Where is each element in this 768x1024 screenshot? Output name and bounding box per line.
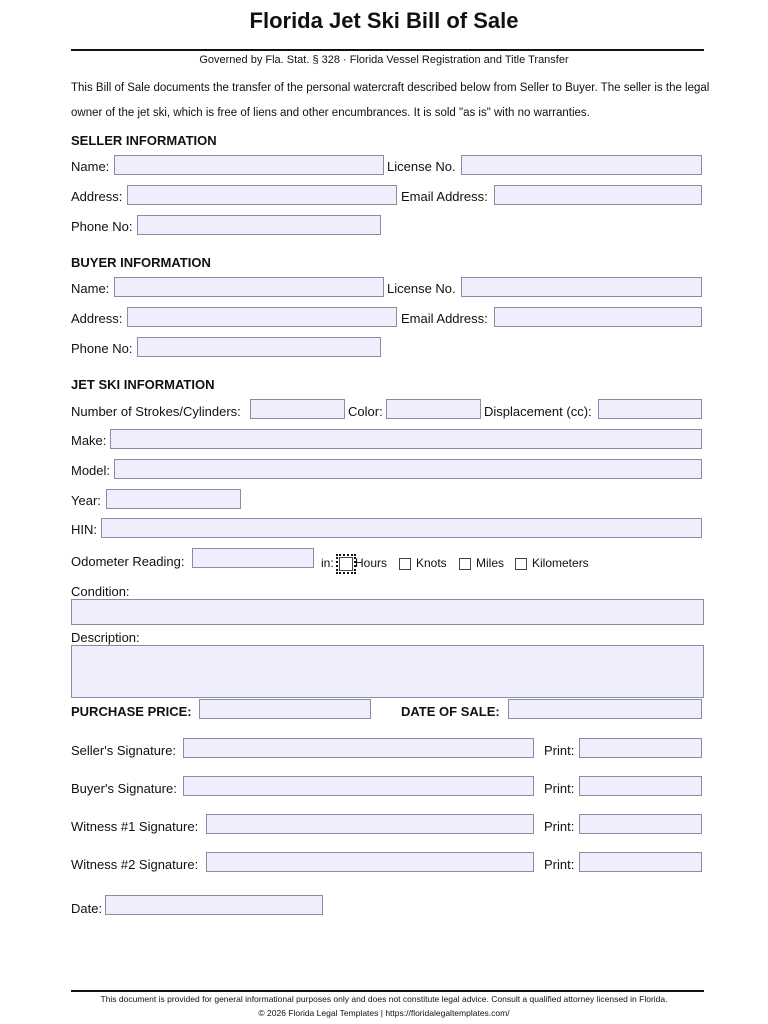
- color-label: Color:: [348, 404, 383, 419]
- seller-license-input[interactable]: [461, 155, 702, 175]
- seller-print-label: Print:: [544, 743, 575, 758]
- displacement-label: Displacement (cc):: [484, 404, 592, 419]
- buyer-email-label: Email Address:: [401, 311, 488, 326]
- buyer-print-input[interactable]: [579, 776, 702, 796]
- kilometers-checkbox[interactable]: [515, 558, 527, 570]
- date-label: Date:: [71, 901, 103, 916]
- buyer-phone-input[interactable]: [137, 337, 381, 357]
- footer-divider: [71, 990, 704, 992]
- seller-heading: SELLER INFORMATION: [71, 133, 217, 148]
- condition-input[interactable]: [71, 599, 704, 625]
- miles-checkbox[interactable]: [459, 558, 471, 570]
- seller-address-input[interactable]: [127, 185, 397, 205]
- year-input[interactable]: [106, 489, 241, 509]
- seller-name-input[interactable]: [114, 155, 384, 175]
- year-label: Year:: [71, 493, 101, 508]
- model-input[interactable]: [114, 459, 702, 479]
- buyer-phone-label: Phone No:: [71, 341, 133, 356]
- buyer-license-label: License No.: [387, 281, 456, 296]
- date-of-sale-label: DATE OF SALE:: [401, 704, 500, 719]
- buyer-address-input[interactable]: [127, 307, 397, 327]
- footer-disclaimer: This document is provided for general informational purposes only and does not constitute legal advice. Consult a qualified attorney licensed in Florida.: [100, 994, 668, 1004]
- odometer-label: Odometer Reading:: [71, 554, 185, 569]
- hin-label: HIN:: [71, 522, 97, 537]
- color-input[interactable]: [386, 399, 481, 419]
- seller-name-label: Name:: [71, 159, 110, 174]
- seller-address-label: Address:: [71, 189, 123, 204]
- make-input[interactable]: [110, 429, 702, 449]
- odometer-input[interactable]: [192, 548, 314, 568]
- date-of-sale-input[interactable]: [508, 699, 702, 719]
- jetski-heading: JET SKI INFORMATION: [71, 377, 215, 392]
- witness2-signature-label: Witness #2 Signature:: [71, 857, 199, 872]
- seller-signature-input[interactable]: [183, 738, 534, 758]
- hin-input[interactable]: [101, 518, 702, 538]
- seller-signature-label: Seller's Signature:: [71, 743, 177, 758]
- buyer-license-input[interactable]: [461, 277, 702, 297]
- description-label: Description:: [71, 630, 140, 645]
- document-title: Florida Jet Ski Bill of Sale: [249, 8, 519, 33]
- document-subtitle: Governed by Fla. Stat. § 328 · Florida Vessel Registration and Title Transfer: [199, 54, 569, 66]
- seller-phone-label: Phone No:: [71, 219, 133, 234]
- purchase-price-label: PURCHASE PRICE:: [71, 704, 192, 719]
- witness1-signature-label: Witness #1 Signature:: [71, 819, 199, 834]
- buyer-name-input[interactable]: [114, 277, 384, 297]
- footer-copyright: © 2026 Florida Legal Templates | https://floridalegaltemplates.com/: [258, 1008, 510, 1018]
- buyer-print-label: Print:: [544, 781, 575, 796]
- condition-label: Condition:: [71, 584, 130, 599]
- witness1-print-input[interactable]: [579, 814, 702, 834]
- witness2-print-label: Print:: [544, 857, 575, 872]
- knots-label: Knots: [416, 556, 447, 570]
- buyer-signature-label: Buyer's Signature:: [71, 781, 177, 796]
- seller-email-input[interactable]: [494, 185, 702, 205]
- hours-checkbox[interactable]: [339, 557, 353, 571]
- intro-paragraph: This Bill of Sale documents the transfer of the personal watercraft described below from Seller to Buyer. The seller is the legal owner of the jet ski, which is free of liens and other encumbrances. It is sold "as is" with no warranties.: [71, 82, 710, 119]
- title-divider: [71, 49, 704, 51]
- witness1-signature-input[interactable]: [206, 814, 534, 834]
- witness2-signature-input[interactable]: [206, 852, 534, 872]
- date-input[interactable]: [105, 895, 323, 915]
- seller-print-input[interactable]: [579, 738, 702, 758]
- buyer-signature-input[interactable]: [183, 776, 534, 796]
- strokes-input[interactable]: [250, 399, 345, 419]
- knots-checkbox[interactable]: [399, 558, 411, 570]
- miles-label: Miles: [476, 556, 505, 570]
- strokes-label: Number of Strokes/Cylinders:: [71, 404, 241, 419]
- buyer-name-label: Name:: [71, 281, 110, 296]
- model-label: Model:: [71, 463, 111, 478]
- description-textarea[interactable]: [71, 645, 704, 698]
- hours-label: Hours: [355, 556, 388, 570]
- seller-license-label: License No.: [387, 159, 456, 174]
- seller-email-label: Email Address:: [401, 189, 488, 204]
- witness1-print-label: Print:: [544, 819, 575, 834]
- purchase-price-input[interactable]: [199, 699, 371, 719]
- buyer-address-label: Address:: [71, 311, 123, 326]
- buyer-heading: BUYER INFORMATION: [71, 255, 211, 270]
- make-label: Make:: [71, 433, 107, 448]
- displacement-input[interactable]: [598, 399, 702, 419]
- buyer-email-input[interactable]: [494, 307, 702, 327]
- witness2-print-input[interactable]: [579, 852, 702, 872]
- unit-in-label: in:: [321, 556, 334, 570]
- kilometers-label: Kilometers: [532, 556, 589, 570]
- seller-phone-input[interactable]: [137, 215, 381, 235]
